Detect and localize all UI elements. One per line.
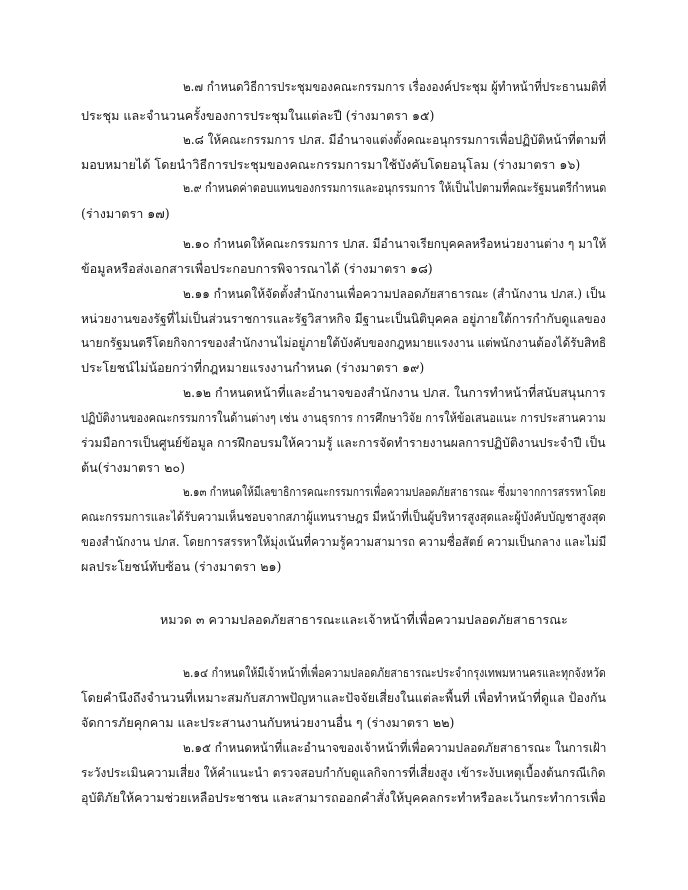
text-line: ๒.๑๐ กำหนดให้คณะกรรมการ ปภส. มีอำนาจเรียกบุคคลหรือหน่วยงานต่าง ๆ มาให้ (183, 236, 607, 251)
text-line: มอบหมายได้ โดยนำวิธีการประชุมของคณะกรรมการมาใช้บังคับโดยอนุโลม (ร่างมาตรา ๑๖) (81, 157, 581, 172)
text-line: ระวังประเมินความเสี่ยง ให้คำแนะนำ ตรวจสอบกำกับดูแลกิจการที่เสี่ยงสูง เข้าระงับเหตุเบื้องต้นกรณีเกิด (81, 765, 606, 780)
chapter-title: หมวด ๓ ความปลอดภัยสาธารณะและเจ้าหน้าที่เพื่อความปลอดภัยสาธารณะ (160, 612, 568, 627)
text-line: ประชุม และจำนวนครั้งของการประชุมในแต่ละปี (ร่างมาตรา ๑๕) (81, 108, 435, 123)
text-line: ๒.๗ กำหนดวิธีการประชุมของคณะกรรมการ เรื่ององค์ประชุม ผู้ทำหน้าที่ประธานมติที่ (183, 79, 607, 94)
text-line: ปฏิบัติงานของคณะกรรมการในด้านต่างๆ เช่น งานธุรการ การศึกษาวิจัย การให้ข้อเสนอแนะ การประสานความ (81, 410, 606, 425)
text-line: (ร่างมาตรา ๑๗) (81, 206, 170, 221)
text-line: อุบัติภัยให้ความช่วยเหลือประชาชน และสามารถออกคำสั่งให้บุคคลกระทำหรือละเว้นกระทำการเพื่อ (81, 790, 606, 805)
text-line: ๒.๘ ให้คณะกรรมการ ปภส. มีอำนาจแต่งตั้งคณะอนุกรรมการเพื่อปฏิบัติหน้าที่ตามที่ (183, 132, 606, 147)
text-line: ๒.๑๕ กำหนดหน้าที่และอำนาจของเจ้าหน้าที่เพื่อความปลอดภัยสาธารณะ ในการเฝ้า (183, 740, 607, 755)
text-line: โดยคำนึงถึงจำนวนที่เหมาะสมกับสภาพปัญหาและปัจจัยเสี่ยงในแต่ละพื้นที่ เพื่อทำหน้าที่ดูแล ป้องกัน (81, 690, 606, 705)
text-line: ข้อมูลหรือส่งเอกสารเพื่อประกอบการพิจารณาได้ (ร่างมาตรา ๑๘) (81, 261, 433, 276)
text-line: ผลประโยชน์ทับซ้อน (ร่างมาตรา ๒๑) (81, 559, 282, 574)
text-line: นายกรัฐมนตรีโดยกิจการของสำนักงานไม่อยู่ภายใต้บังคับของกฎหมายแรงงาน แต่พนักงานต้องได้รับสิทธิ (81, 335, 607, 350)
text-line: จัดการภัยคุกคาม และประสานงานกับหน่วยงานอื่น ๆ (ร่างมาตรา ๒๒) (81, 715, 455, 730)
text-line: ร่วมมือการเป็นศูนย์ข้อมูล การฝึกอบรมให้ความรู้ และการจัดทำรายงานผลการปฏิบัติงานประจำปี เป็น (81, 435, 606, 450)
text-line: ประโยชน์ไม่น้อยกว่าที่กฎหมายแรงงานกำหนด (ร่างมาตรา ๑๙) (81, 360, 425, 375)
text-line: คณะกรรมการและได้รับความเห็นชอบจากสภาผู้แทนราษฎร มีหน้าที่เป็นผู้บริหารสูงสุดและผู้บังคับบัญชาสูงสุด (81, 509, 606, 524)
text-line: ๒.๑๔ กำหนดให้มีเจ้าหน้าที่เพื่อความปลอดภัยสาธารณะประจำกรุงเทพมหานครและทุกจังหวัด (183, 665, 606, 680)
text-line: หน่วยงานของรัฐที่ไม่เป็นส่วนราชการและรัฐวิสาหกิจ มีฐานะเป็นนิติบุคคล อยู่ภายใต้การกำกับดูแลของ (81, 311, 606, 326)
text-line: ต้น(ร่างมาตรา ๒๐) (81, 460, 185, 475)
text-line: ๒.๑๓ กำหนดให้มีเลขาธิการคณะกรรมการเพื่อความปลอดภัยสาธารณะ ซึ่งมาจากการสรรหาโดย (183, 484, 606, 499)
text-line: ๒.๑๑ กำหนดให้จัดตั้งสำนักงานเพื่อความปลอดภัยสาธารณะ (สำนักงาน ปภส.) เป็น (183, 286, 606, 301)
text-line: ๒.๙ กำหนดค่าตอบแทนของกรรมการและอนุกรรมการ ให้เป็นไปตามที่คณะรัฐมนตรีกำหนด (183, 180, 607, 195)
text-line: ๒.๑๒ กำหนดหน้าที่และอำนาจของสำนักงาน ปภส. ในการทำหน้าที่สนับสนุนการ (183, 385, 606, 400)
text-line: ของสำนักงาน ปภส. โดยการสรรหาให้มุ่งเน้นที่ความรู้ความสามารถ ความซื่อสัตย์ ความเป็นกลาง และไม่มี (81, 534, 607, 549)
